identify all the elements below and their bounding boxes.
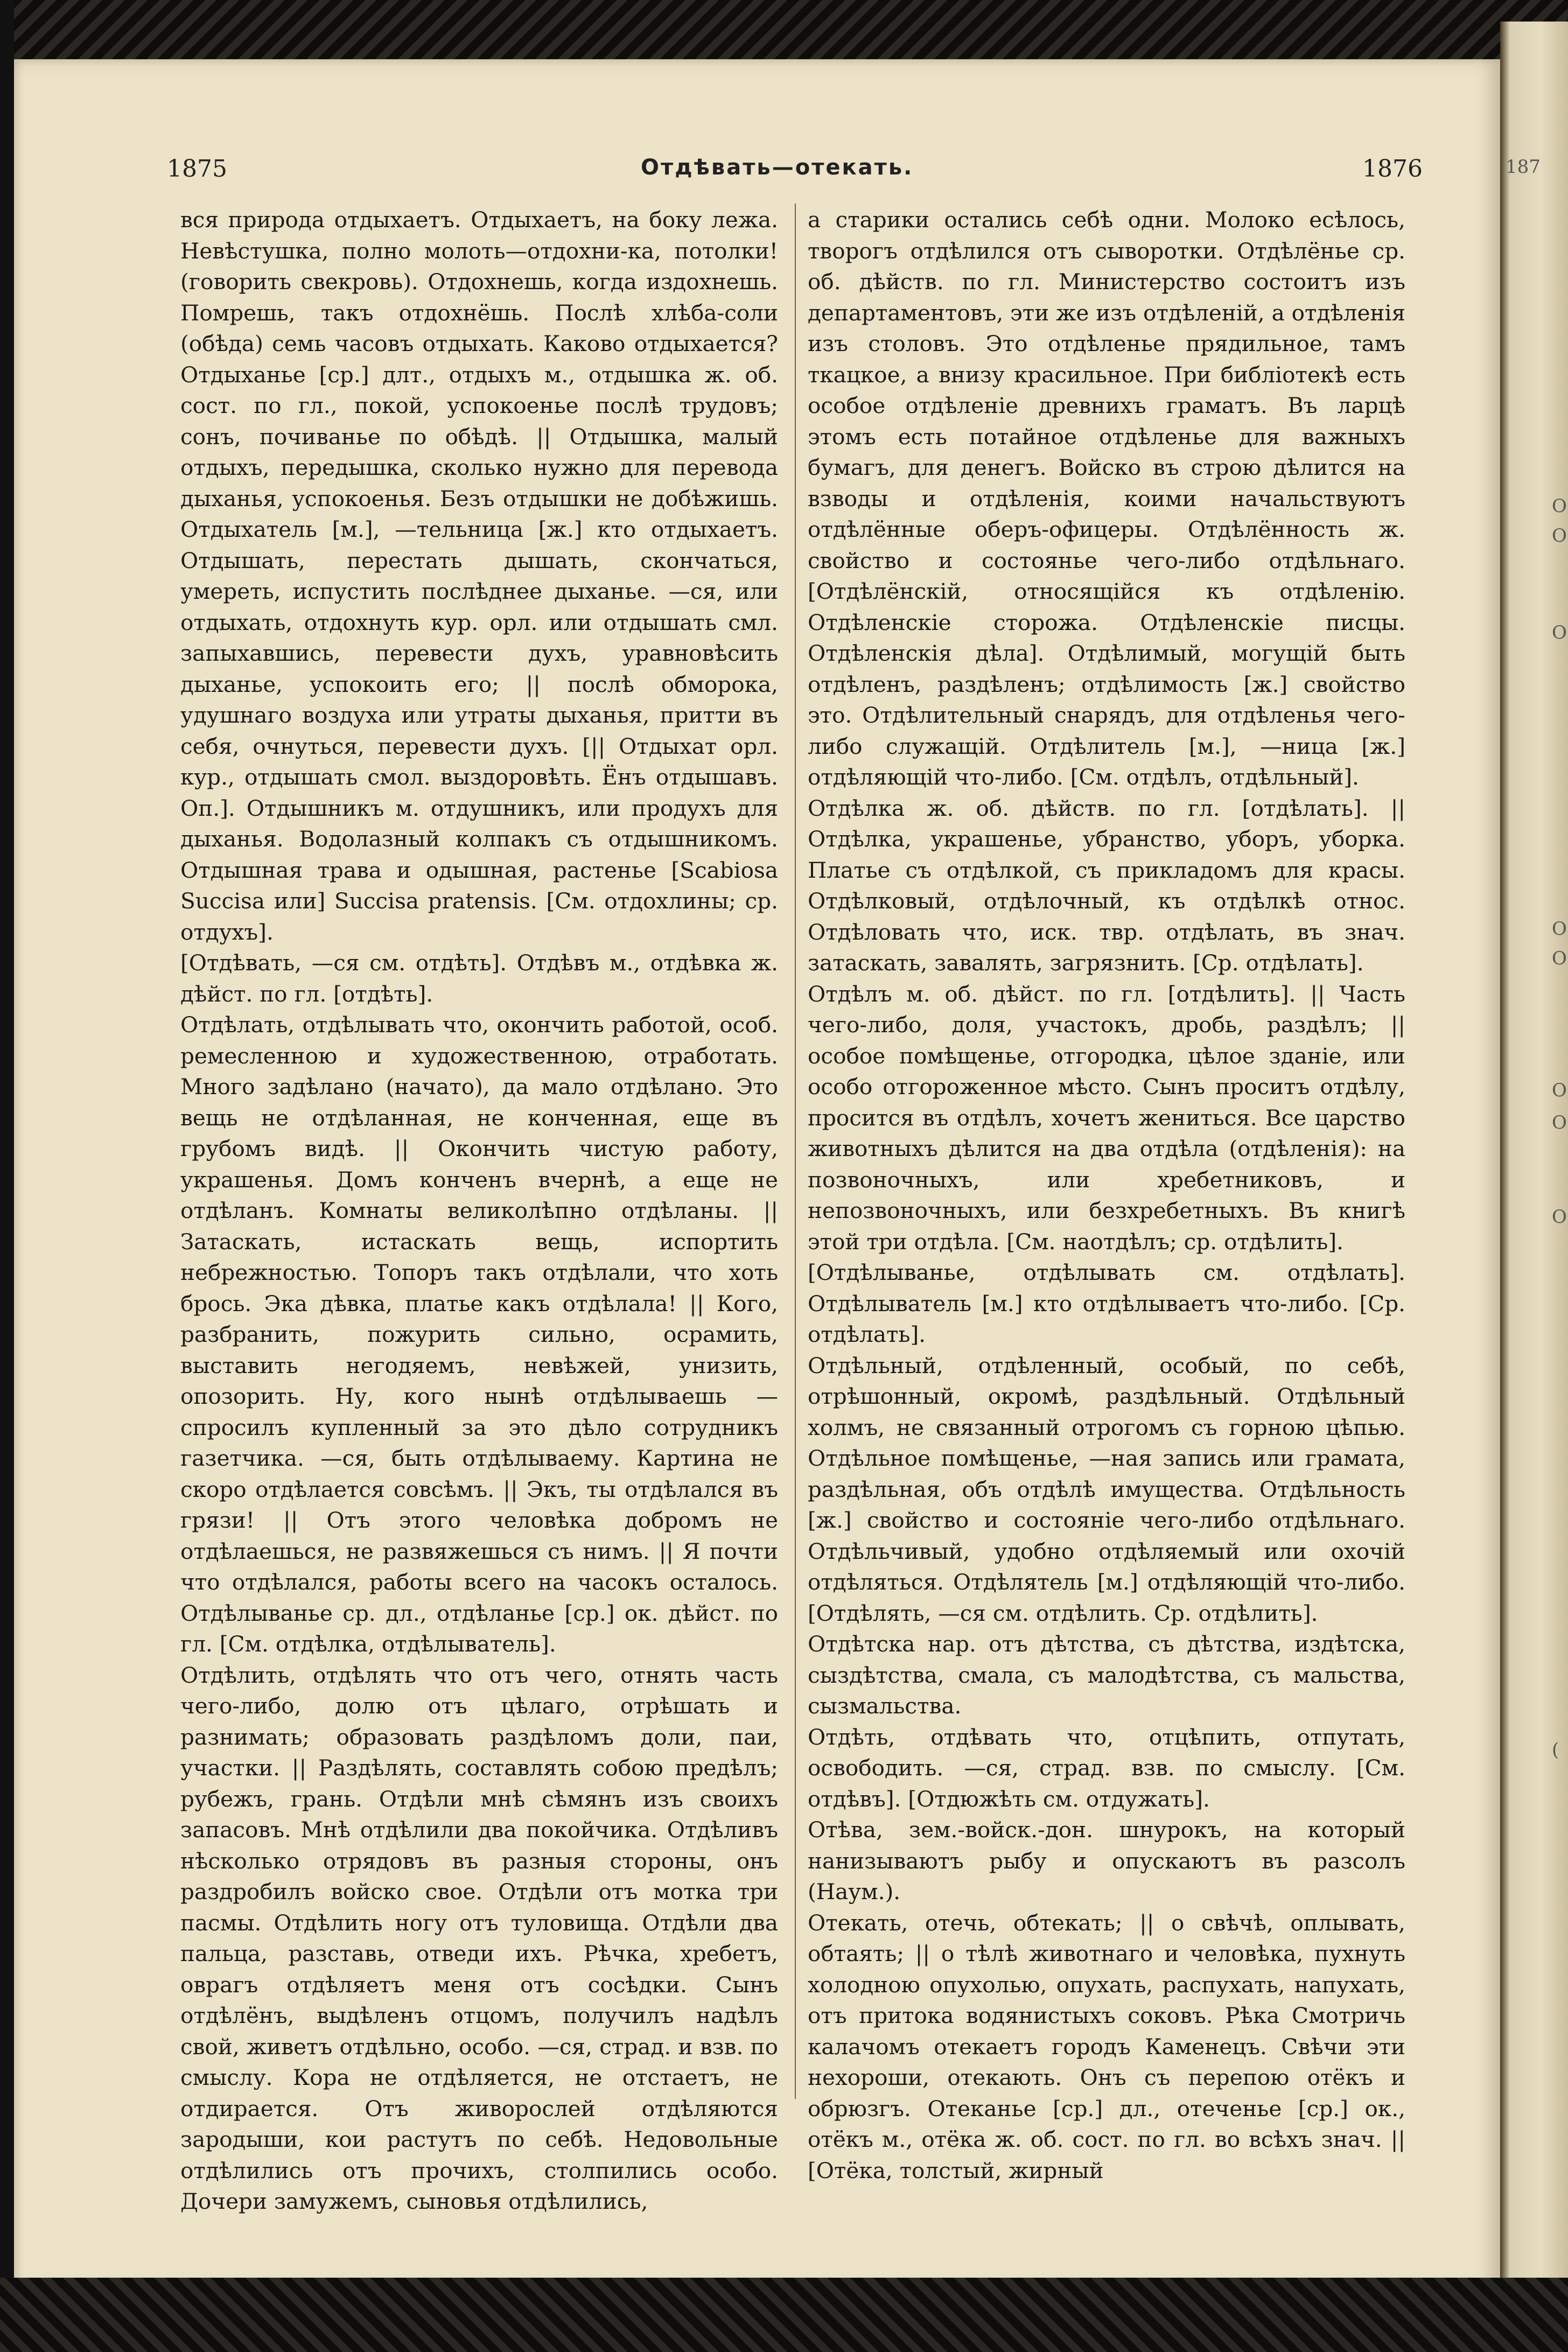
dictionary-entry: Отдѣлить, отдѣлять что отъ чего, отнять часть чего-либо, долю отъ цѣлаго, отрѣшать и разнимать; образовать раздѣломъ доли, паи, участки. || Раздѣлять, составлять собою предѣлъ; рубежъ, грань. Отдѣли мнѣ сѣмянъ изъ своихъ запасовъ. Мнѣ отдѣлили два покойчика. Отдѣливъ нѣсколько отрядовъ въ разныя стороны, онъ раздробилъ войско свое. Отдѣли отъ мотка три пасмы. Отдѣлить ногу отъ туловища. Отдѣли два пальца, разставь, отведи ихъ. Рѣчка, хребетъ, оврагъ отдѣляетъ меня отъ сосѣдки. Сынъ отдѣлёнъ, выдѣленъ отцомъ, получилъ надѣлъ свой, живетъ отдѣльно, особо. —ся, страд. и взв. по смыслу. Кора не отдѣляется, не отстаетъ, не отдирается. Отъ живорослей отдѣляются зародыши, кои растутъ по себѣ. Недовольные отдѣлились отъ прочихъ, столпились особо. Дочери замужемъ, сыновья отдѣлились, xyxy=(180,1662,778,2214)
running-head: Отдѣвать—отекать. xyxy=(641,155,914,180)
dictionary-entry: вся природа отдыхаетъ. Отдыхаетъ, на боку лежа. Невѣстушка, полно молоть—отдохни-ка, потолки! (говорить свекровь). Отдохнешь, когда издохнешь. Помрешь, такъ отдохнёшь. Послѣ хлѣба-соли (обѣда) семь часовъ отдыхать. Каково отдыхается? Отдыханье [ср.] длт., отдыхъ м., отдышка ж. об. сост. по гл., покой, успокоенье послѣ трудовъ; сонъ, почиванье по обѣдѣ. || Отдышка, малый отдыхъ, передышка, сколько нужно для перевода дыханья, успокоенья. Безъ отдышки не добѣжишь. Отдыхатель [м.], —тельница [ж.] кто отдыхаетъ. Отдышать, перестать дышать, скончаться, умереть, испустить послѣднее дыханье. —ся, или отдыхать, отдохнуть кур. орл. или отдышать смл. запыхавшись, перевести духъ, уравновѣсить дыханье, успокоить его; || послѣ обморока, удушнаго воздуха или утраты дыханья, притти въ себя, очнуться, перевести духъ. [|| Отдыхат орл. кур., отдышать смол. выздоровѣть. Ёнъ отдышавъ. Оп.]. Отдышникъ м. отдушникъ, или продухъ для дыханья. Водолазный колпакъ съ отдышникомъ. Отдышная трава и одышная, растенье [Scabiosa Succisa или] Succisa pratensis. [См. отдохлины; ср. отдухъ]. xyxy=(180,207,778,945)
column-divider xyxy=(795,204,796,2099)
dictionary-entry: Отдѣлать, отдѣлывать что, окончить работой, особ. ремесленною и художественною, отработать. Много задѣлано (начато), да мало отдѣлано. Это вещь не отдѣланная, не конченная, еще въ грубомъ видѣ. || Окончить чистую работу, украшенья. Домъ конченъ вчернѣ, а еще не отдѣланъ. Комнаты великолѣпно отдѣланы. || Затаскать, истаскать вещь, испортить небрежностью. Топоръ такъ отдѣлали, что хоть брось. Эка дѣвка, платье какъ отдѣлала! || Кого, разбранить, пожурить сильно, осрамить, выставить негодяемъ, невѣжей, унизить, опозорить. Ну, кого нынѣ отдѣлываешь — спросилъ купленный за это дѣло сотрудникъ газетчика. —ся, быть отдѣлываему. Картина не скоро отдѣлается совсѣмъ. || Экъ, ты отдѣлался въ грязи! || Отъ этого человѣка добромъ не отдѣлаешься, не развяжешься съ нимъ. || Я почти что отдѣлался, работы всего на часокъ осталось. Отдѣлыванье ср. дл., отдѣланье [ср.] ок. дѣйст. по гл. [См. отдѣлка, отдѣлыватель]. xyxy=(180,1012,778,1657)
left-column xyxy=(180,205,778,2217)
scan-background-top xyxy=(0,0,1568,64)
dictionary-entry: Отдѣть, отдѣвать что, отцѣпить, отпутать, освободить. —ся, страд. взв. по смыслу. [См. отдѣвъ]. [Отдюжѣть см. отдужать]. xyxy=(808,1724,1405,1812)
next-page-edge xyxy=(1500,22,1568,2299)
edge-fragment: O xyxy=(1552,948,1567,969)
dictionary-entry: Отдѣльный, отдѣленный, особый, по себѣ, отрѣшонный, окромѣ, раздѣльный. Отдѣльный холмъ, не связанный отрогомъ съ горною цѣпью. Отдѣльное помѣщенье, —ная запись или грамата, раздѣльная, объ отдѣлѣ имущества. Отдѣльность [ж.] свойство и состояніе чего-либо отдѣльнаго. Отдѣльчивый, удобно отдѣляемый или охочій отдѣляться. Отдѣлятель [м.] отдѣляющій что-либо. [Отдѣлять, —ся см. отдѣлить. Ср. отдѣлить]. xyxy=(808,1352,1405,1626)
dictionary-entry: Отекать, отечь, обтекать; || о свѣчѣ, оплывать, обтаять; || о тѣлѣ животнаго и человѣка, пухнуть холодною опухолью, опухать, распухать, напухать, отъ притока водянистыхъ соковъ. Рѣка Смотричь калачомъ отекаетъ городъ Каменецъ. Свѣчи эти нехороши, отекають. Онъ съ перепою отёкъ и обрюзгъ. Отеканье [ср.] дл., отеченье [ср.] ок., отёкъ м., отёка ж. об. сост. по гл. во всѣхъ знач. || [Отёка, толстый, жирный xyxy=(808,1909,1405,2183)
edge-fragment: O xyxy=(1552,918,1567,940)
dictionary-entry: Отдѣлъ м. об. дѣйст. по гл. [отдѣлить]. || Часть чего-либо, доля, участокъ, дробь, раздѣлъ; || особое помѣщенье, отгородка, цѣлое зданіе, или особо отгороженное мѣсто. Сынъ проситъ отдѣлу, просится въ отдѣлъ, хочетъ жениться. Все царство животныхъ дѣлится на два отдѣла (отдѣленія): на позвоночныхъ, или хребетниковъ, и непозвоночныхъ, или безхребетныхъ. Въ книгѣ этой три отдѣла. [См. наотдѣлъ; ср. отдѣлить]. xyxy=(808,981,1405,1255)
edge-fragment: ( xyxy=(1552,1739,1559,1761)
scan-background-left xyxy=(0,0,14,2352)
page-number-right: 1876 xyxy=(1362,155,1423,183)
edge-page-number: 187 xyxy=(1506,156,1541,178)
edge-fragment: O xyxy=(1552,495,1567,517)
edge-fragment: O xyxy=(1552,1206,1567,1228)
edge-fragment: O xyxy=(1552,525,1567,547)
dictionary-entry: а старики остались себѣ одни. Молоко есѣлось, творогъ отдѣлился отъ сыворотки. Отдѣлёнье ср. об. дѣйств. по гл. Министерство состоитъ изъ департаментовъ, эти же изъ отдѣленій, а отдѣленія изъ столовъ. Это отдѣленье прядильное, тамъ ткацкое, а внизу красильное. При библіотекѣ есть особое отдѣленіе древнихъ граматъ. Въ ларцѣ этомъ есть потайное отдѣленье для важныхъ бумагъ, для денегъ. Войско въ строю дѣлится на взводы и отдѣленія, коими начальствуютъ отдѣлённые оберъ-офицеры. Отдѣлённость ж. свойство и состоянье чего-либо отдѣльнаго. [Отдѣлёнскій, относящійся къ отдѣленію. Отдѣленскіе сторожа. Отдѣленскіе писцы. Отдѣленскія дѣла]. Отдѣлимый, могущій быть отдѣленъ, раздѣленъ; отдѣлимость [ж.] свойство это. Отдѣлительный снарядъ, для отдѣленья чего-либо служащій. Отдѣлитель [м.], —ница [ж.] отдѣляющій что-либо. [См. отдѣлъ, отдѣльный]. xyxy=(808,207,1405,790)
edge-fragment: O xyxy=(1552,622,1567,643)
scan-background-bottom xyxy=(0,2278,1568,2352)
edge-fragment: O xyxy=(1552,1080,1567,1101)
dictionary-entry: [Отдѣлыванье, отдѣлывать см. отдѣлать]. Отдѣлыватель [м.] кто отдѣлываетъ что-либо. [Ср. отдѣлать]. xyxy=(808,1259,1405,1347)
page-number-left: 1875 xyxy=(167,155,227,183)
dictionary-entry: Отдѣлка ж. об. дѣйств. по гл. [отдѣлать]. || Отдѣлка, украшенье, убранство, уборъ, уборка. Платье съ отдѣлкой, съ прикладомъ для красы. Отдѣлковый, отдѣлочный, къ отдѣлкѣ относ. Отдѣловать что, иск. твр. отдѣлать, въ знач. затаскать, завалять, загрязнить. [Ср. отдѣлать]. xyxy=(808,795,1405,976)
edge-fragment: O xyxy=(1552,1112,1567,1133)
dictionary-entry: Отдѣтска нар. отъ дѣтства, съ дѣтства, издѣтска, сыздѣтства, смала, съ малодѣтства, съ мальства, сызмальства. xyxy=(808,1631,1405,1719)
right-column xyxy=(808,205,1405,2186)
dictionary-entry: [Отдѣвать, —ся см. отдѣть]. Отдѣвъ м., отдѣвка ж. дѣйст. по гл. [отдѣть]. xyxy=(180,950,778,1007)
dictionary-entry: Отѣва, зем.-войск.-дон. шнурокъ, на который нанизываютъ рыбу и опускаютъ въ разсолъ (Наум.). xyxy=(808,1817,1405,1905)
